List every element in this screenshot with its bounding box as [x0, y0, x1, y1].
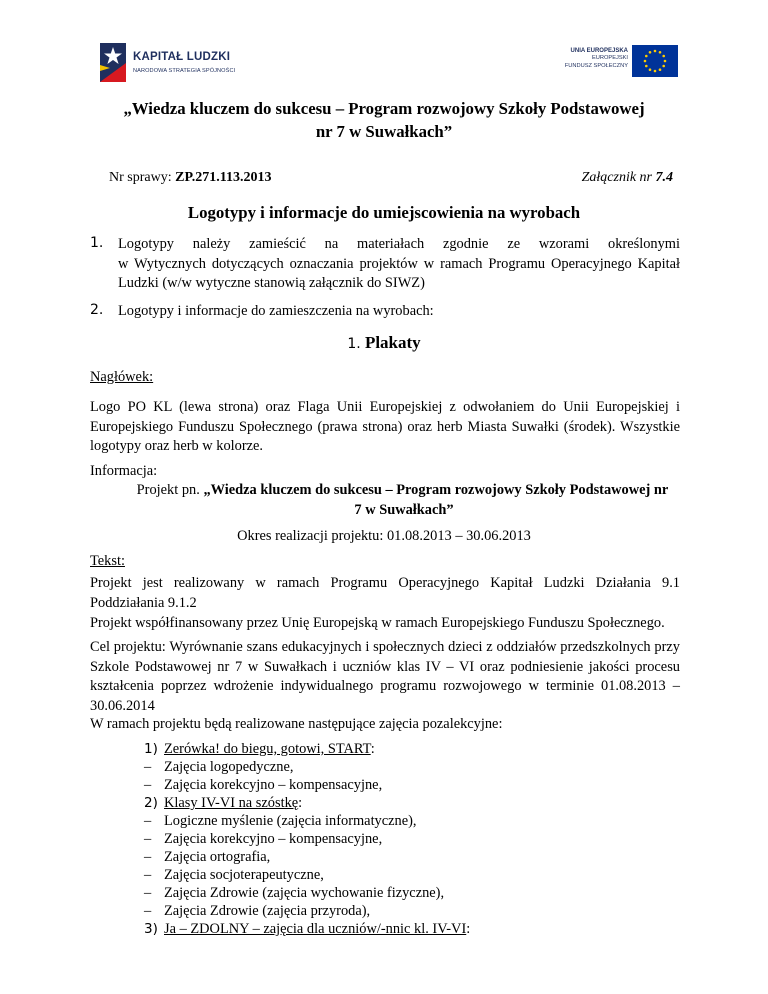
- activities-intro: W ramach projektu będą realizowane następujące zajęcia pozalekcyjne:: [90, 716, 503, 732]
- colon: :: [298, 795, 303, 811]
- list-item: [144, 758, 604, 776]
- kapital-ludzki-emblem-icon: [96, 41, 132, 84]
- activity-group-1-number: 1): [144, 741, 158, 757]
- activities-list: [144, 740, 604, 938]
- eu-efs-text: [565, 48, 628, 70]
- dash: –: [144, 831, 152, 847]
- section-title: Plakaty: [364, 333, 421, 352]
- project-name-block: [90, 481, 710, 520]
- list-item-1-number: 1.: [90, 235, 104, 251]
- document-title: [90, 97, 678, 143]
- naglowek-label: Nagłówek:: [90, 369, 154, 385]
- section-plakaty: [90, 333, 678, 353]
- activity-item: Zajęcia Zdrowie (zajęcia wychowanie fizyczne),: [164, 885, 445, 901]
- list-item: [144, 902, 604, 920]
- activity-item: Zajęcia ortografia,: [164, 849, 271, 865]
- colon: :: [466, 921, 471, 937]
- activity-group-3-number: 3): [144, 921, 158, 937]
- section-number: 1.: [347, 336, 361, 352]
- colon: :: [370, 741, 375, 757]
- kapital-ludzki-logo: [96, 41, 236, 84]
- project-name-line-2: 7 w Suwałkach”: [354, 501, 454, 518]
- activity-group-2: [144, 794, 604, 812]
- case-number: [109, 170, 271, 186]
- kapital-ludzki-subtitle: NARODOWA STRATEGIA SPÓJNOŚCI: [133, 68, 236, 74]
- list-item-1-text: [118, 235, 680, 294]
- activity-group-3: [144, 920, 604, 938]
- dash: –: [144, 759, 152, 775]
- list-item: [144, 884, 604, 902]
- attachment-number: [582, 170, 673, 186]
- activity-item: Zajęcia Zdrowie (zajęcia przyroda),: [164, 903, 371, 919]
- dash: –: [144, 813, 152, 829]
- activity-item: Zajęcia logopedyczne,: [164, 759, 294, 775]
- dash: –: [144, 849, 152, 865]
- case-number-label: Nr sprawy:: [109, 170, 172, 185]
- activity-group-1-title: Zerówka! do biegu, gotowi, START: [164, 741, 371, 757]
- list-item: [144, 812, 604, 830]
- informacja-label: Informacja:: [90, 463, 158, 479]
- naglowek-text: Logo PO KL (lewa strona) oraz Flaga Unii Europejskiej z odwołaniem do Unii Europejskiej i Europejskiego Funduszu Społecznego (prawa strona) oraz herb Miasta Suwałki (środek). Wszystkie logotypy oraz herb w kolorze.: [90, 399, 680, 454]
- activity-item: Zajęcia korekcyjno – kompensacyjne,: [164, 831, 383, 847]
- tekst-label: Tekst:: [90, 553, 125, 569]
- list-item-1-rest: w Wytycznych dotyczących oznaczania projektów w ramach Programu Operacyjnego Kapitał Ludzki (w/w wytyczne stanowią załącznik do SIWZ): [118, 255, 680, 291]
- attachment-value: 7.4: [655, 170, 673, 185]
- dash: –: [144, 885, 152, 901]
- section-heading: Logotypy i informacje do umiejscowienia na wyrobach: [187, 203, 581, 222]
- activity-item: Zajęcia socjoterapeutyczne,: [164, 867, 324, 883]
- eu-line-2: EUROPEJSKI: [591, 55, 628, 62]
- dash: –: [144, 903, 152, 919]
- eu-flag-icon: [632, 45, 678, 77]
- eu-line-3: FUNDUSZ SPOŁECZNY: [564, 62, 628, 69]
- tekst-paragraph-3: Cel projektu: Wyrównanie szans edukacyjnych i społecznych dzieci z oddziałów przedszkolnych przy Szkole Podstawowej nr 7 w Suwałkach i uczniów klas IV – VI oraz podniesienie jakości procesu kształcenia poprzez wdrożenie indywidualnego programu rozwojowego w terminie 01.08.2013 – 30.06.2014: [90, 639, 680, 714]
- activity-item: Zajęcia korekcyjno – kompensacyjne,: [164, 777, 383, 793]
- title-line-2: nr 7 w Suwałkach”: [315, 122, 453, 141]
- tekst-paragraph-1: Projekt jest realizowany w ramach Programu Operacyjnego Kapitał Ludzki Działania 9.1 Poddziałania 9.1.2: [90, 575, 680, 611]
- list-item-1-line-1: Logotypy należy zamieścić na materiałach zgodnie ze wzorami określonymi: [118, 236, 680, 252]
- activity-item: Logiczne myślenie (zajęcia informatyczne),: [164, 813, 417, 829]
- list-item: [144, 830, 604, 848]
- attachment-label: Załącznik nr: [581, 170, 652, 185]
- project-name-1: „Wiedza kluczem do sukcesu – Program rozwojowy Szkoły Podstawowej nr: [203, 482, 669, 498]
- list-item-2-number: 2.: [90, 302, 104, 318]
- tekst-paragraph-2: Projekt współfinansowany przez Unię Europejską w ramach Europejskiego Funduszu Społecznego.: [90, 615, 665, 631]
- list-item-2-text: Logotypy i informacje do zamieszczenia na wyrobach:: [118, 303, 434, 319]
- activity-group-1: [144, 740, 604, 758]
- case-number-value: ZP.271.113.2013: [175, 170, 272, 185]
- activity-group-3-title: Ja – ZDOLNY – zajęcia dla uczniów/-nnic kl. IV-VI: [164, 921, 467, 937]
- list-item: [144, 866, 604, 884]
- dash: –: [144, 867, 152, 883]
- eu-efs-logo: [548, 45, 678, 79]
- project-period: Okres realizacji projektu: 01.08.2013 – 30.06.2013: [237, 528, 531, 544]
- eu-line-1: UNIA EUROPEJSKA: [570, 48, 628, 54]
- list-item: [144, 776, 604, 794]
- kapital-ludzki-title: KAPITAŁ LUDZKI: [133, 51, 231, 63]
- activity-group-2-number: 2): [144, 795, 158, 811]
- activity-group-2-title: Klasy IV-VI na szóstkę: [164, 795, 299, 811]
- list-item-2: [90, 302, 680, 322]
- project-name-line-1: [95, 481, 710, 501]
- dash: –: [144, 777, 152, 793]
- list-item-1: [90, 235, 680, 294]
- project-prefix: Projekt pn.: [136, 482, 200, 498]
- title-line-1: „Wiedza kluczem do sukcesu – Program rozwojowy Szkoły Podstawowej: [123, 99, 645, 118]
- list-item: [144, 848, 604, 866]
